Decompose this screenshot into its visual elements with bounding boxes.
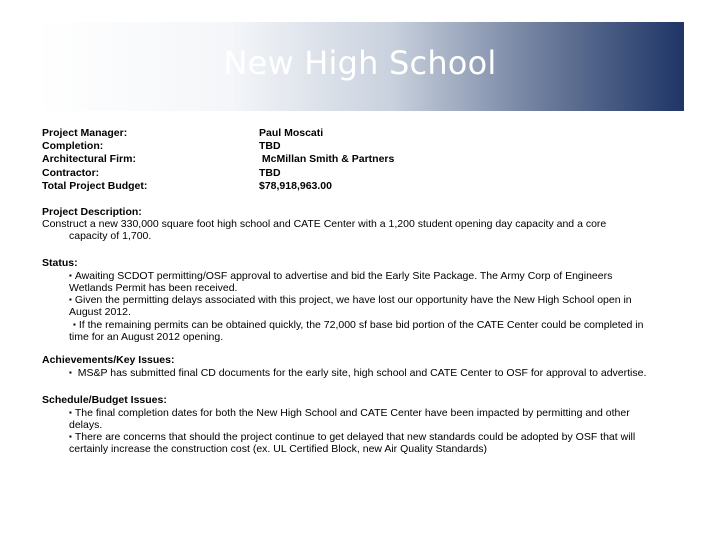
project-description-section [42,207,682,242]
schedule-budget-heading: Schedule/Budget Issues: [42,394,167,406]
label-contractor: Contractor: [42,166,100,179]
value-architectural-firm: McMillan Smith & Partners [259,153,395,166]
bullet-icon: ▪ [69,432,72,442]
value-project-manager: Paul Moscati [259,127,324,139]
achievements-section [42,355,682,380]
schedule-budget-item-continuation: certainly increase the construction cost (ex. UL Certified Block, new Air Quality Standards) [69,443,488,456]
status-item [42,294,682,307]
project-info-values [259,127,394,193]
slide-title: New High School [223,44,497,82]
value-contractor: TBD [259,166,281,179]
achievements-item-line-1: MS&P has submitted final CD documents for the early site, high school and CATE Center to OSF for approval to advertise. [74,366,647,379]
bullet-icon: ▪ [69,407,72,417]
value-completion: TBD [259,140,281,153]
label-architectural-firm: Architectural Firm: [42,153,136,166]
schedule-budget-item [42,407,682,420]
achievements-item [42,367,682,380]
schedule-budget-item-line-1: There are concerns that should the project continue to get delayed that new standards could be adopted by OSF that will [74,431,636,444]
schedule-budget-item-line-1: The final completion dates for both the New High School and CATE Center have been impacted by permitting and other [74,406,630,419]
bullet-icon: ▪ [69,295,72,305]
description-line-1: Construct a new 330,000 square foot high school and CATE Center with a 1,200 student opening day capacity and a core [42,217,607,230]
status-item-continuation: August 2012. [69,306,131,319]
status-item-line-1: Awaiting SCDOT permitting/OSF approval to advertise and bid the Early Site Package. The Army Corp of Engineers [74,269,613,282]
label-project-manager: Project Manager: [42,127,128,139]
bullet-icon: ▪ [69,270,72,280]
schedule-budget-section [42,395,682,456]
status-section [42,258,682,344]
status-item-line-1: If the remaining permits can be obtained quickly, the 72,000 sf base bid portion of the CATE Center could be completed in [78,318,644,331]
description-heading: Project Description: [42,206,142,218]
status-heading: Status: [42,257,78,269]
status-item-continuation: time for an August 2012 opening. [69,330,224,343]
status-item-line-1: Given the permitting delays associated with this project, we have lost our opportunity have the New High School open in [74,294,632,307]
bullet-icon: ▪ [73,319,76,329]
status-item [42,270,682,283]
label-completion: Completion: [42,140,104,153]
bullet-icon: ▪ [69,367,72,377]
label-total-budget: Total Project Budget: [42,179,148,192]
achievements-heading: Achievements/Key Issues: [42,354,175,366]
value-total-budget: $78,918,963.00 [259,179,332,192]
status-item [42,319,682,332]
project-info-labels [42,127,147,193]
schedule-budget-item-continuation: delays. [69,418,103,431]
status-item-continuation: Wetlands Permit has been received. [69,281,238,294]
description-line-2: capacity of 1,700. [69,229,152,242]
